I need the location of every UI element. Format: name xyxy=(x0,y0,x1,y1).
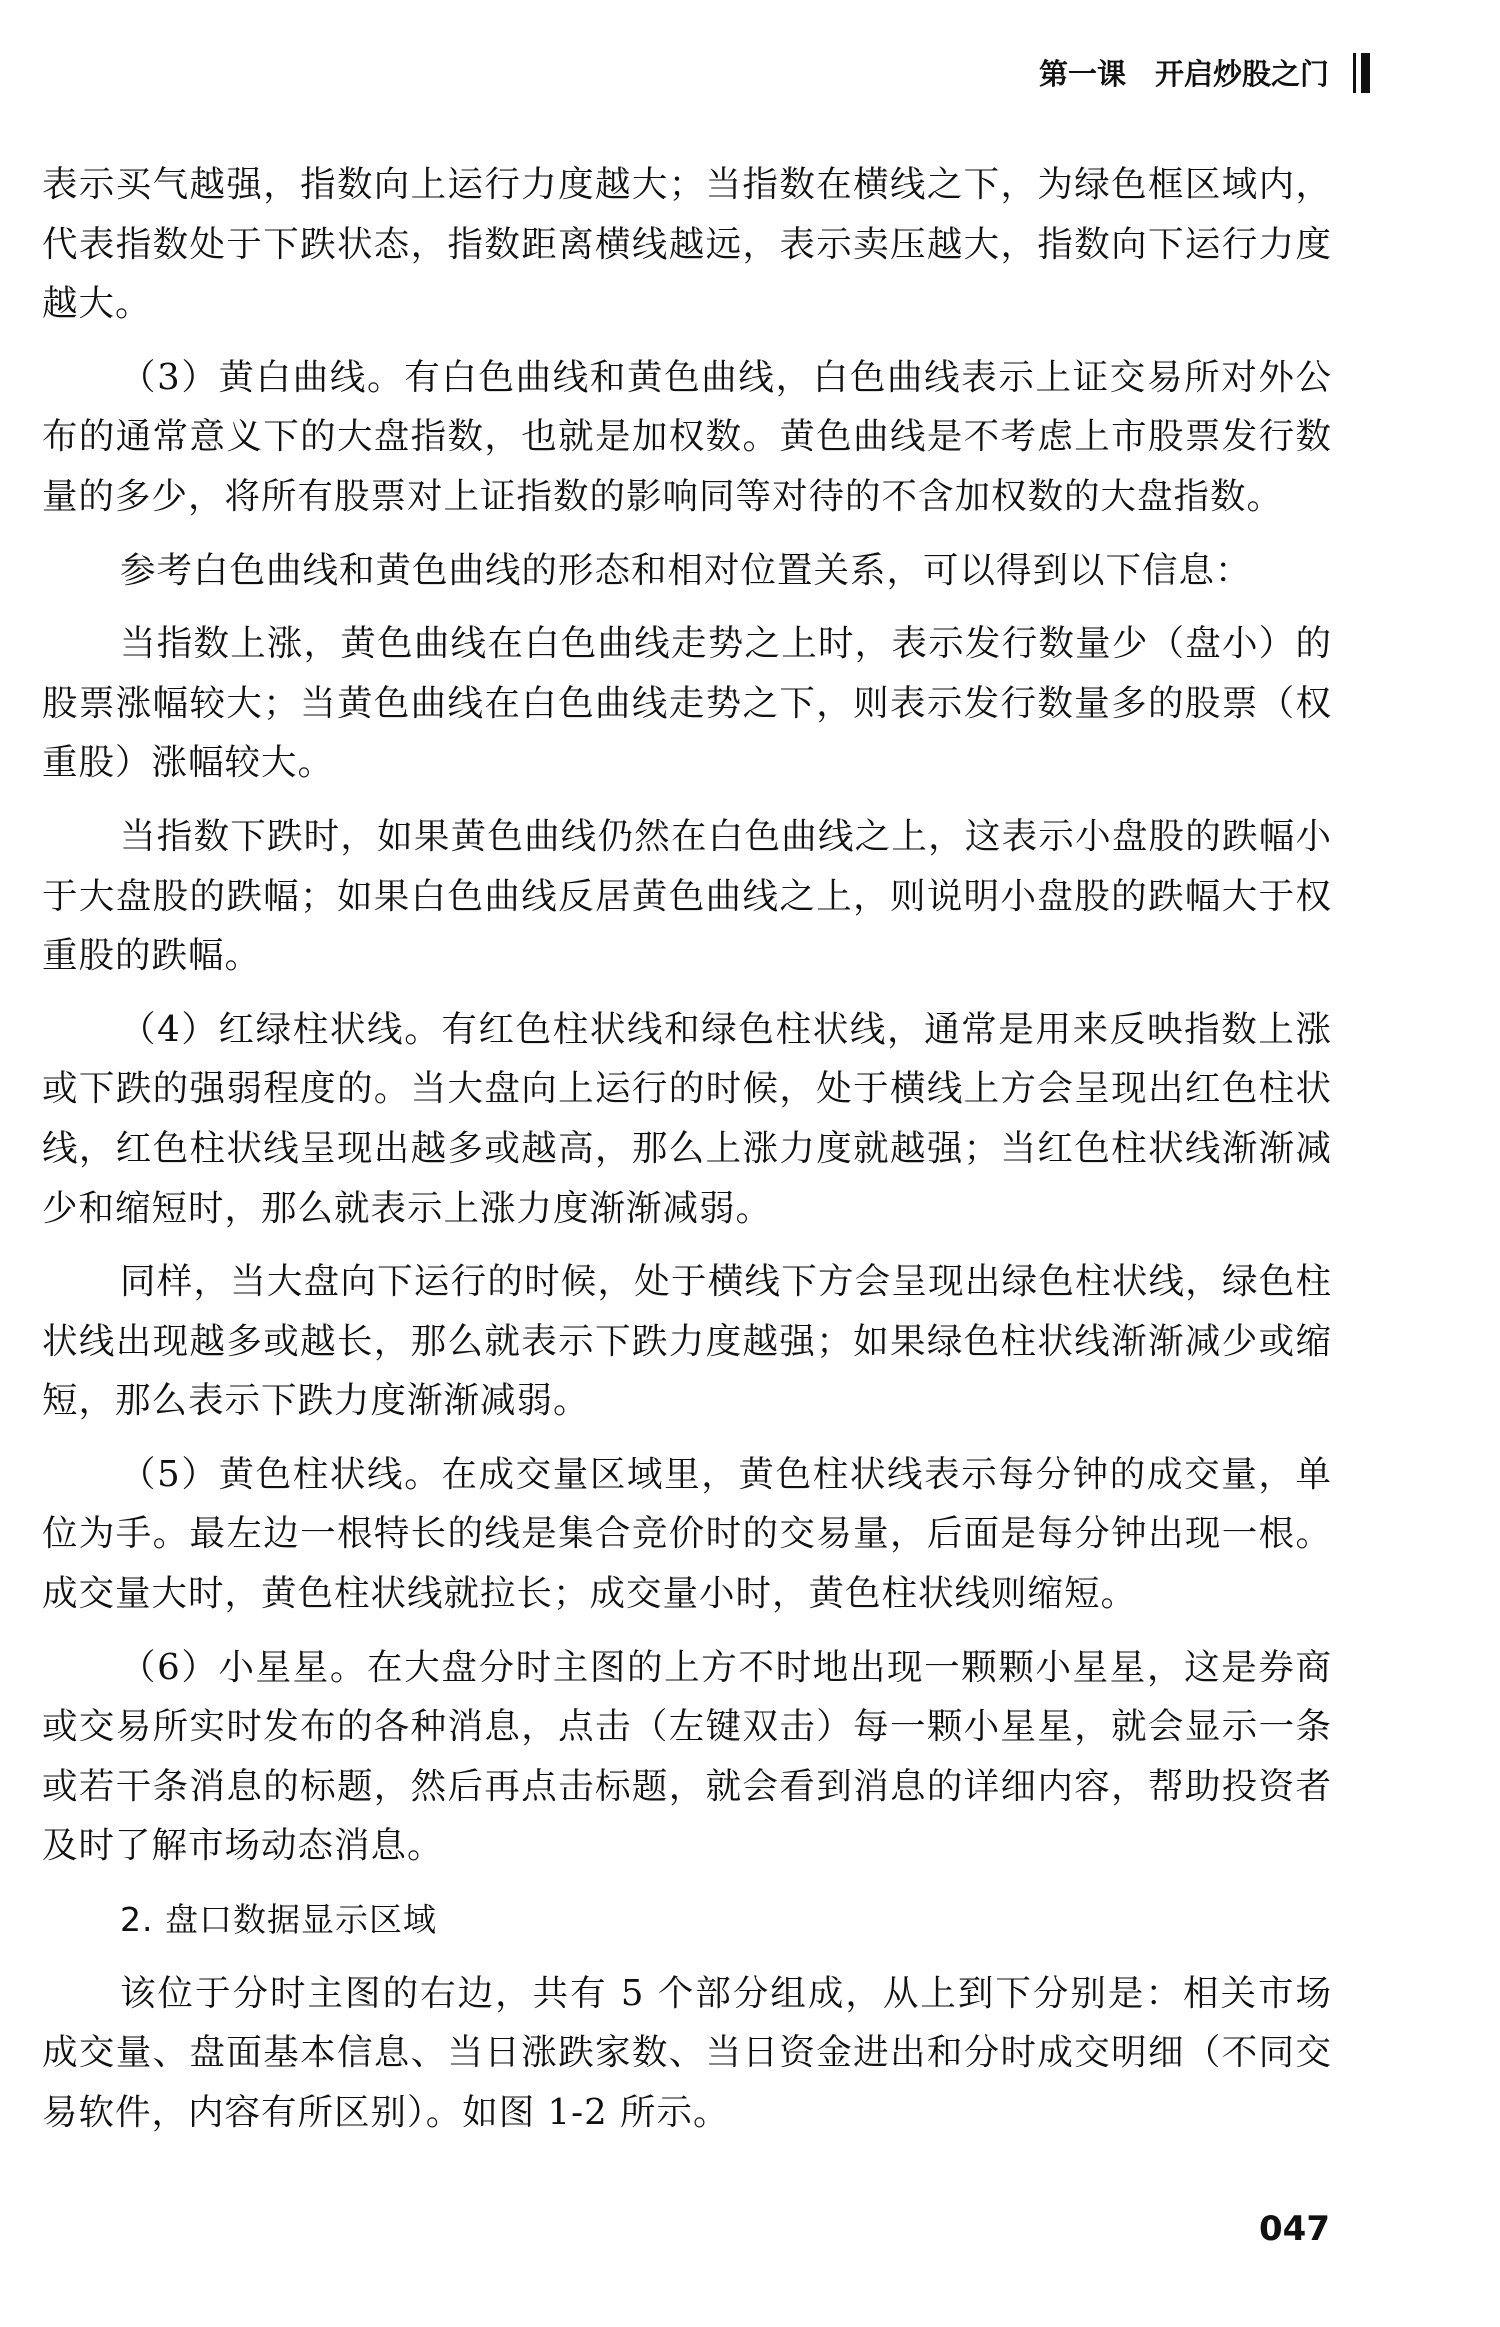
paragraph-little-stars: （6）小星星。在大盘分时主图的上方不时地出现一颗颗小星星，这是券商或交易所实时发布的各种消息，点击（左键双击）每一颗小星星，就会显示一条或若干条消息的标题，然后再点击标题，就会看到消息的详细内容，帮助投资者及时了解市场动态消息。 xyxy=(42,1646,1332,1867)
section-heading: 2. 盘口数据显示区域 xyxy=(120,1900,437,1940)
paragraph-reference-intro: 参考白色曲线和黄色曲线的形态和相对位置关系，可以得到以下信息： xyxy=(120,549,1252,591)
chapter-title: 第一课 开启炒股之门 xyxy=(1038,57,1329,91)
header-bar-ornament xyxy=(1353,53,1370,93)
paragraph-yellow-white-curves: （3）黄白曲线。有白色曲线和黄色曲线，白色曲线表示上证交易所对外公布的通常意义下的大盘指数，也就是加权数。黄色曲线是不考虑上市股票发行数量的多少，将所有股票对上证指数的影响同等对待的不含加权数的大盘指数。 xyxy=(42,356,1332,517)
paragraph-index-fall: 当指数下跌时，如果黄色曲线仍然在白色曲线之上，这表示小盘股的跌幅小于大盘股的跌幅；如果白色曲线反居黄色曲线之上，则说明小盘股的跌幅大于权重股的跌幅。 xyxy=(42,815,1332,977)
page-number: 047 xyxy=(1259,2209,1330,2249)
paragraph-yellow-bars: （5）黄色柱状线。在成交量区域里，黄色柱状线表示每分钟的成交量，单位为手。最左边一根特长的线是集合竞价时的交易量，后面是每分钟出现一根。成交量大时，黄色柱状线就拉长；成交量小时，黄色柱状线则缩短。 xyxy=(42,1453,1332,1615)
paragraph-red-green-bars: （4）红绿柱状线。有红色柱状线和绿色柱状线，通常是用来反映指数上涨或下跌的强弱程度的。当大盘向上运行的时候，处于横线上方会呈现出红色柱状线，红色柱状线呈现出越多或越高，那么上涨力度就越强；当红色柱状线渐渐减少和缩短时，那么就表示上涨力度渐渐减弱。 xyxy=(42,1008,1332,1229)
paragraph-index-rise: 当指数上涨，黄色曲线在白色曲线走势之上时，表示发行数量少（盘小）的股票涨幅较大；当黄色曲线在白色曲线走势之下，则表示发行数量多的股票（权重股）涨幅较大。 xyxy=(42,623,1332,784)
body-text xyxy=(42,155,1332,2142)
paragraph-continuation: 表示买气越强，指数向上运行力度越大；当指数在横线之下，为绿色框区域内，代表指数处于下跌状态，指数距离横线越远，表示卖压越大，指数向下运行力度越大。 xyxy=(42,164,1332,325)
paragraph-downward-market: 同样，当大盘向下运行的时候，处于横线下方会呈现出绿色柱状线，绿色柱状线出现越多或越长，那么就表示下跌力度越强；如果绿色柱状线渐渐减少或缩短，那么表示下跌力度渐渐减弱。 xyxy=(42,1261,1332,1422)
paragraph-quote-data-area: 该位于分时主图的右边，共有 5 个部分组成，从上到下分别是：相关市场成交量、盘面基本信息、当日涨跌家数、当日资金进出和分时成交明细（不同交易软件，内容有所区别）。如图 1-2 所示。 xyxy=(42,1972,1332,2133)
running-header xyxy=(1039,52,1370,93)
